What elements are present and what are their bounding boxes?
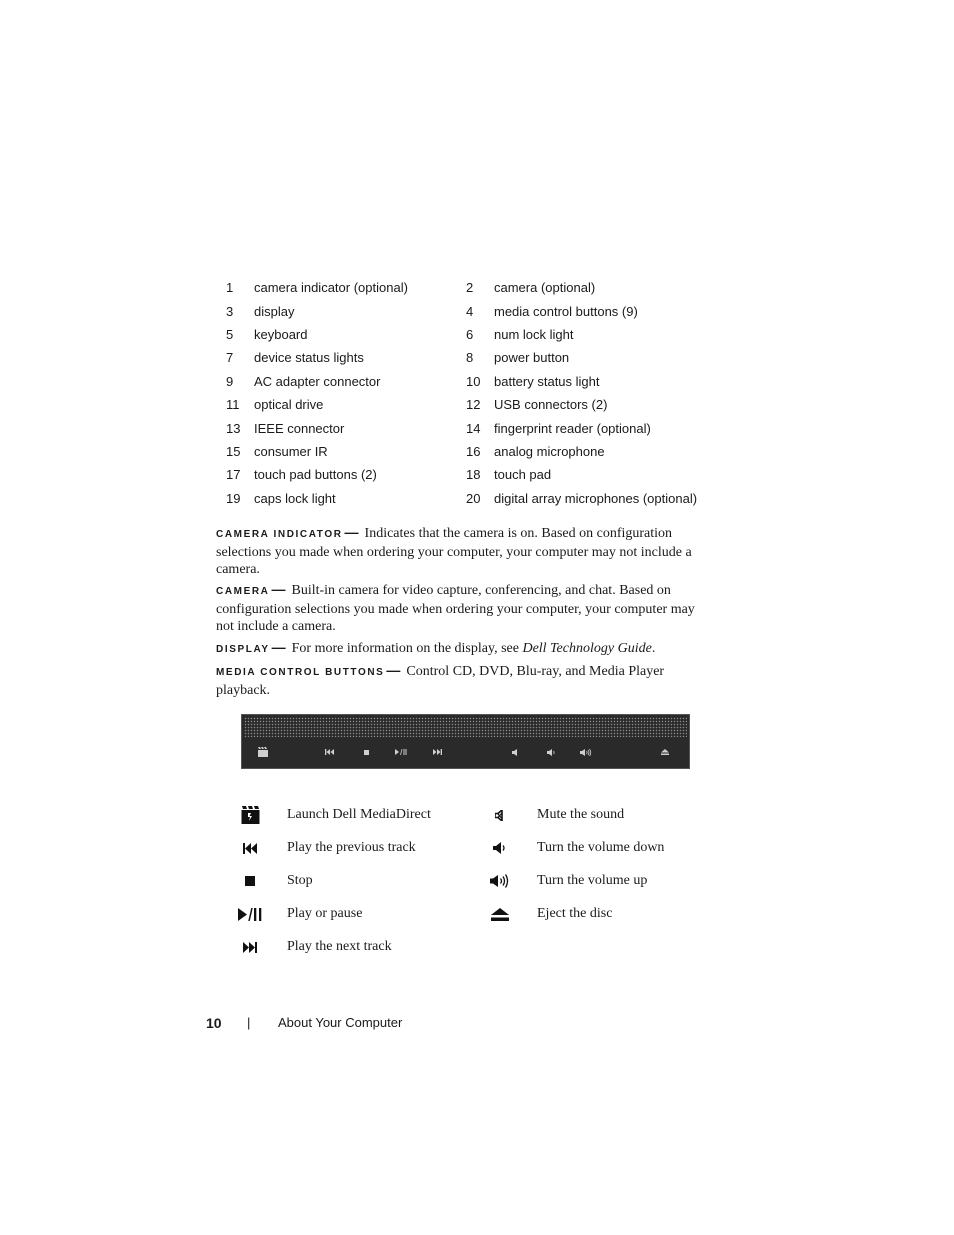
description-end: .	[651, 641, 656, 656]
callout-number: 8	[466, 350, 474, 366]
volume-up-icon	[480, 869, 520, 893]
callout-label: IEEE connector	[254, 420, 345, 436]
guide-title: Dell Technology Guide	[522, 641, 652, 656]
eject-icon	[658, 745, 672, 759]
key-label: Mute the sound	[537, 807, 625, 822]
legend-row	[216, 276, 716, 299]
key-label: Stop	[287, 873, 313, 888]
page-number: 10	[206, 1015, 222, 1031]
em-dash: —	[386, 662, 401, 678]
callout-number: 19	[226, 490, 241, 506]
callout-number: 20	[466, 490, 481, 506]
camera-indicator-description	[216, 524, 716, 579]
camera-description	[216, 581, 716, 636]
callout-number: 5	[226, 326, 234, 342]
key-label: Play the previous track	[287, 840, 416, 855]
mute-icon	[480, 803, 520, 827]
callout-label: display	[254, 303, 295, 319]
callout-number: 9	[226, 373, 234, 389]
key-label: Turn the volume down	[537, 840, 665, 855]
callout-label: fingerprint reader (optional)	[494, 420, 651, 436]
play-pause-icon	[230, 902, 270, 926]
term-label: CAMERA INDICATOR	[216, 529, 343, 540]
em-dash: —	[344, 524, 359, 540]
callout-label: USB connectors (2)	[494, 397, 608, 413]
callout-label: media control buttons (9)	[494, 303, 638, 319]
section-title: About Your Computer	[278, 1015, 403, 1030]
callout-number: 17	[226, 467, 241, 483]
callout-label: camera indicator (optional)	[254, 280, 408, 296]
key-label: Play or pause	[287, 906, 363, 921]
next-track-icon	[230, 935, 270, 959]
display-description	[216, 639, 716, 659]
callout-label: num lock light	[494, 326, 574, 342]
callout-number: 10	[466, 373, 481, 389]
next-track-icon	[430, 745, 444, 759]
stop-icon	[230, 869, 270, 893]
legend-row	[216, 440, 716, 463]
description-text: Built-in camera for video capture, conferencing, and chat. Based on configuration selections you made when ordering your computer, your computer may not include a camera.	[216, 583, 695, 634]
callout-label: optical drive	[254, 397, 324, 413]
volume-down-icon	[544, 745, 558, 759]
callout-label: power button	[494, 350, 570, 366]
legend-row	[216, 463, 716, 486]
callout-number: 2	[466, 280, 474, 296]
key-label: Turn the volume up	[537, 873, 648, 888]
callout-label: touch pad buttons (2)	[254, 467, 377, 483]
description-text: For more information on the display, see	[291, 641, 523, 656]
key-label: Launch Dell MediaDirect	[287, 807, 431, 822]
callout-number: 13	[226, 420, 241, 436]
eject-icon	[480, 902, 520, 926]
description-text: Indicates that the camera is on. Based on configuration selections you made when ordering your computer, your computer may not include a camera.	[216, 526, 692, 577]
em-dash: —	[271, 639, 286, 655]
description-text: Control CD, DVD, Blu-ray, and Media Player playback.	[216, 664, 665, 698]
footer-separator: |	[247, 1015, 251, 1030]
legend-row	[216, 487, 716, 510]
callout-number: 1	[226, 280, 234, 296]
callout-label: device status lights	[254, 350, 364, 366]
callout-label: caps lock light	[254, 490, 336, 506]
key-label: Play the next track	[287, 939, 392, 954]
previous-track-icon	[323, 745, 337, 759]
mute-icon	[508, 745, 522, 759]
callout-label: touch pad	[494, 467, 552, 483]
callout-label: digital array microphones (optional)	[494, 490, 698, 506]
legend-row	[216, 346, 716, 369]
mediadirect-icon	[256, 745, 270, 759]
media-control-panel-illustration	[241, 714, 690, 769]
callout-number: 12	[466, 397, 481, 413]
callout-label: camera (optional)	[494, 280, 596, 296]
callout-number: 3	[226, 303, 234, 319]
term-label: CAMERA	[216, 586, 270, 597]
callout-number: 14	[466, 420, 481, 436]
em-dash: —	[271, 581, 286, 597]
callout-number: 11	[226, 397, 240, 413]
volume-up-icon	[579, 745, 593, 759]
term-label: DISPLAY	[216, 644, 270, 655]
callout-number: 15	[226, 443, 241, 459]
key-label: Eject the disc	[537, 906, 613, 921]
callout-number: 6	[466, 326, 474, 342]
legend-row	[216, 299, 716, 322]
callout-number: 18	[466, 467, 481, 483]
callout-legend-table	[216, 276, 716, 510]
callout-label: analog microphone	[494, 443, 605, 459]
callout-number: 7	[226, 350, 234, 366]
callout-label: consumer IR	[254, 443, 328, 459]
callout-number: 16	[466, 443, 481, 459]
play-pause-icon	[394, 745, 408, 759]
legend-row	[216, 323, 716, 346]
stop-icon	[359, 745, 373, 759]
legend-row	[216, 370, 716, 393]
legend-row	[216, 393, 716, 416]
callout-label: keyboard	[254, 326, 308, 342]
callout-number: 4	[466, 303, 474, 319]
callout-label: AC adapter connector	[254, 373, 381, 389]
media-control-description	[216, 662, 716, 699]
volume-down-icon	[480, 836, 520, 860]
term-label: MEDIA CONTROL BUTTONS	[216, 667, 385, 678]
mediadirect-icon	[230, 803, 270, 827]
legend-row	[216, 416, 716, 439]
previous-track-icon	[230, 836, 270, 860]
callout-label: battery status light	[494, 373, 600, 389]
speaker-grille	[244, 717, 687, 737]
